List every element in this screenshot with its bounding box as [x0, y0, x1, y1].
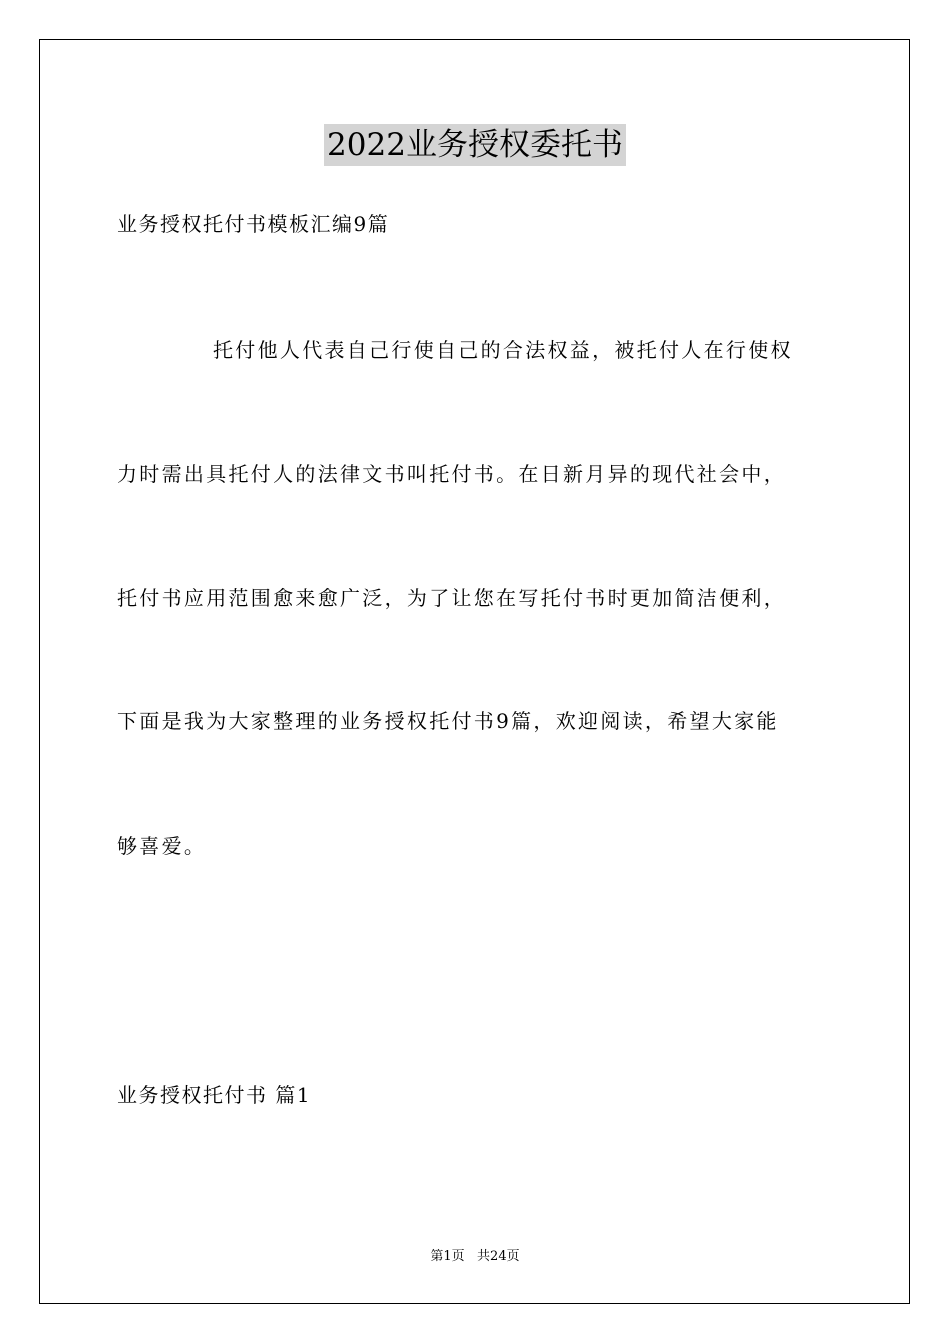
paragraph-line-4: 下面是我为大家整理的业务授权托付书9篇，欢迎阅读，希望大家能	[117, 709, 779, 733]
section-heading: 业务授权托付书 篇1	[117, 1083, 312, 1107]
paragraph-line-2: 力时需出具托付人的法律文书叫托付书。在日新月异的现代社会中，	[117, 462, 786, 486]
paragraph-line-5: 够喜爱。	[117, 834, 207, 858]
paragraph-line-1: 托付他人代表自己行使自己的合法权益，被托付人在行使权	[213, 338, 793, 362]
document-title: 2022业务授权委托书	[324, 124, 626, 166]
document-subtitle: 业务授权托付书模板汇编9篇	[117, 212, 390, 236]
page-footer: 第1页 共24页	[430, 1249, 520, 1264]
paragraph-line-3: 托付书应用范围愈来愈广泛，为了让您在写托付书时更加简洁便利，	[117, 586, 786, 610]
title-container	[0, 124, 950, 166]
